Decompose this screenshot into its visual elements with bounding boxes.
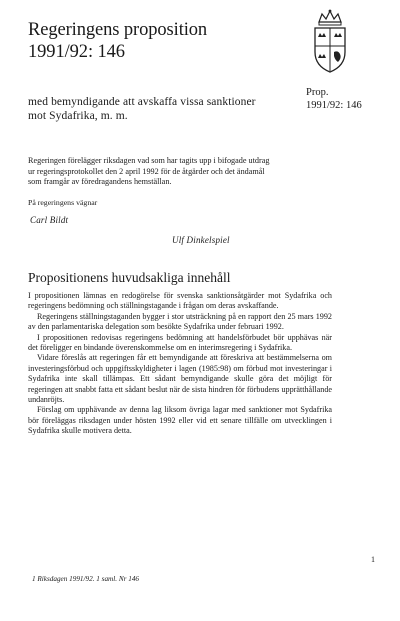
- body-paragraph-3: I propositionen redovisas regeringens bedömning att handelsförbudet bör upphävas när det föreligger en bindande överenskommelse om en interimsregering i Sydafrika.: [28, 332, 332, 353]
- body-paragraph-2: Regeringens ställningstaganden bygger i stor utsträckning på en rapport den 25 mars 1992 av den parlamentariska delegation som besökte Sydafrika under februari 1992.: [28, 311, 332, 332]
- section-body: [28, 291, 332, 437]
- intro-line-2: ur regeringsprotokollet den 2 april 1992 för de åtgärder och det ändamål: [28, 166, 265, 176]
- proposition-label: [306, 86, 362, 112]
- body-paragraph-4: Vidare föreslås att regeringen får ett bemyndigande att föreskriva att bestämmelserna om investeringsförbud och uppgiftsskyldigheter i lagen (1985:98) om förbud mot investeringar i Sydafrika inte skall tillämpas. Ett sådant bemyndigande skulle göra det möjligt för regeringen att snabbt fatta ett sådant beslut när de sista hindren för förbudens upprätthållande undanröjts.: [28, 353, 332, 405]
- page-number: 1: [371, 555, 375, 564]
- footer-source: 1 Riksdagen 1991/92. 1 saml. Nr 146: [32, 575, 140, 583]
- signature-minister: Ulf Dinkelspiel: [172, 235, 230, 245]
- document-subtitle: [28, 95, 256, 123]
- body-paragraph-1: I propositionen lämnas en redogörelse för svenska sanktionsåtgärder mot Sydafrika och regeringens bedömning och ställningstagande i frågan om deras avskaffande.: [28, 291, 332, 311]
- signature-prime-minister: Carl Bildt: [30, 215, 69, 225]
- title-line-1: Regeringens proposition: [28, 20, 208, 40]
- prop-label-text: Prop.: [306, 87, 329, 98]
- subtitle-line-1: med bemyndigande att avskaffa vissa sanktioner: [28, 96, 256, 108]
- body-paragraph-5: Förslag om upphävande av denna lag liksom övriga lagar med sanktioner mot Sydafrika bör föreläggas riksdagen under hösten 1992 eller vid ett senare tillfälle om utvecklingen i Sydafrika skulle motivera detta.: [28, 405, 332, 436]
- subtitle-line-2: mot Sydafrika, m. m.: [28, 110, 128, 122]
- prop-number: 1991/92: 146: [306, 100, 362, 111]
- intro-paragraph: [28, 156, 318, 188]
- title-line-2: 1991/92: 146: [28, 42, 125, 62]
- intro-line-1: Regeringen förelägger riksdagen vad som har tagits upp i bifogade utdrag: [28, 156, 270, 165]
- swedish-coat-of-arms-icon: [307, 8, 353, 78]
- document-title: [28, 19, 207, 63]
- on-behalf-text: På regeringens vägnar: [28, 198, 98, 207]
- section-heading: Propositionens huvudsakliga innehåll: [28, 270, 231, 285]
- intro-line-3: som framgår av föredragandens hemställan.: [28, 177, 172, 186]
